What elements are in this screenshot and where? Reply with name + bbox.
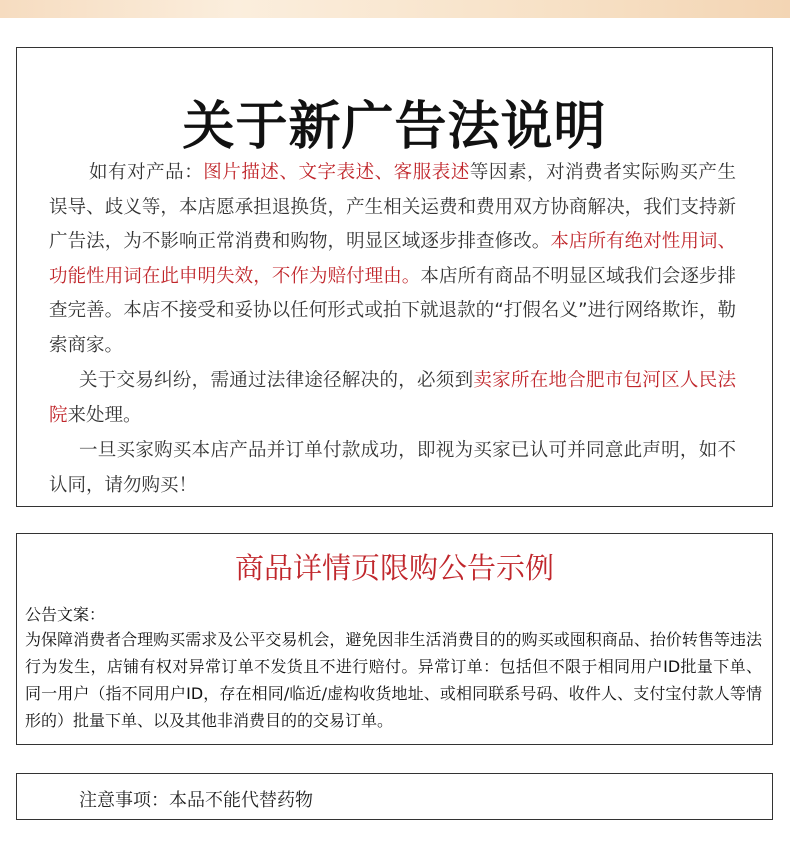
caution-panel [16, 773, 773, 820]
statement-run-highlight: 本店所有绝对性用词、功能性用词在此申明失效，不作为赔付理由。 [49, 231, 736, 287]
statement-title: 关于新广告法说明 [182, 97, 607, 157]
purchase-limit-notice-panel [16, 533, 773, 745]
statement-paragraph-3 [49, 434, 736, 503]
statement-run: 如有对产品： [89, 162, 204, 183]
statement-run: 关于交易纠纷，需通过法律途径解决的，必须到 [79, 370, 474, 391]
caution-text: 注意事项：本品不能代替药物 [79, 790, 313, 811]
ad-law-statement-panel [16, 47, 773, 507]
statement-run: 一旦买家购买本店产品并订单付款成功，即视为买家已认可并同意此声明，如不认同，请勿购买！ [49, 440, 736, 496]
statement-paragraph-1 [49, 156, 736, 363]
statement-run-highlight: 卖家所在地合肥市包河区人民法院 [49, 370, 736, 426]
statement-paragraph-2 [49, 364, 736, 433]
statement-run: 来处理。 [67, 404, 142, 426]
top-decorative-strip [0, 0, 790, 18]
statement-run: 等因素，对消费者实际购买产生误导、歧义等，本店愿承担退换货，产生相关运费和费用双方协商解决，我们支持新广告法，为不影响正常消费和购物，明显区域逐步排查修改。 [49, 162, 736, 252]
notice-body: 为保障消费者合理购买需求及公平交易机会，避免因非生活消费目的的购买或囤积商品、抬价转售等违法行为发生，店铺有权对异常订单不发货且不进行赔付。异常订单：包括但不限于相同用户ID批量下单、同一用户（指不同用户ID，存在相同/临近/虚构收货地址、或相同联系号码、收件人、支付宝付款人等情形的）批量下单、以及其他非消费目的的交易订单。 [25, 630, 762, 730]
statement-run-highlight: 图片描述、文字表述、客服表述 [203, 162, 470, 183]
statement-run: 本店所有商品不明显区域我们会逐步排查完善。本店不接受和妥协以任何形式或拍下就退款的“打假名义”进行网络欺诈，勒索商家。 [49, 265, 736, 356]
notice-title: 商品详情页限购公告示例 [234, 551, 554, 585]
notice-label: 公告文案： [25, 605, 106, 624]
